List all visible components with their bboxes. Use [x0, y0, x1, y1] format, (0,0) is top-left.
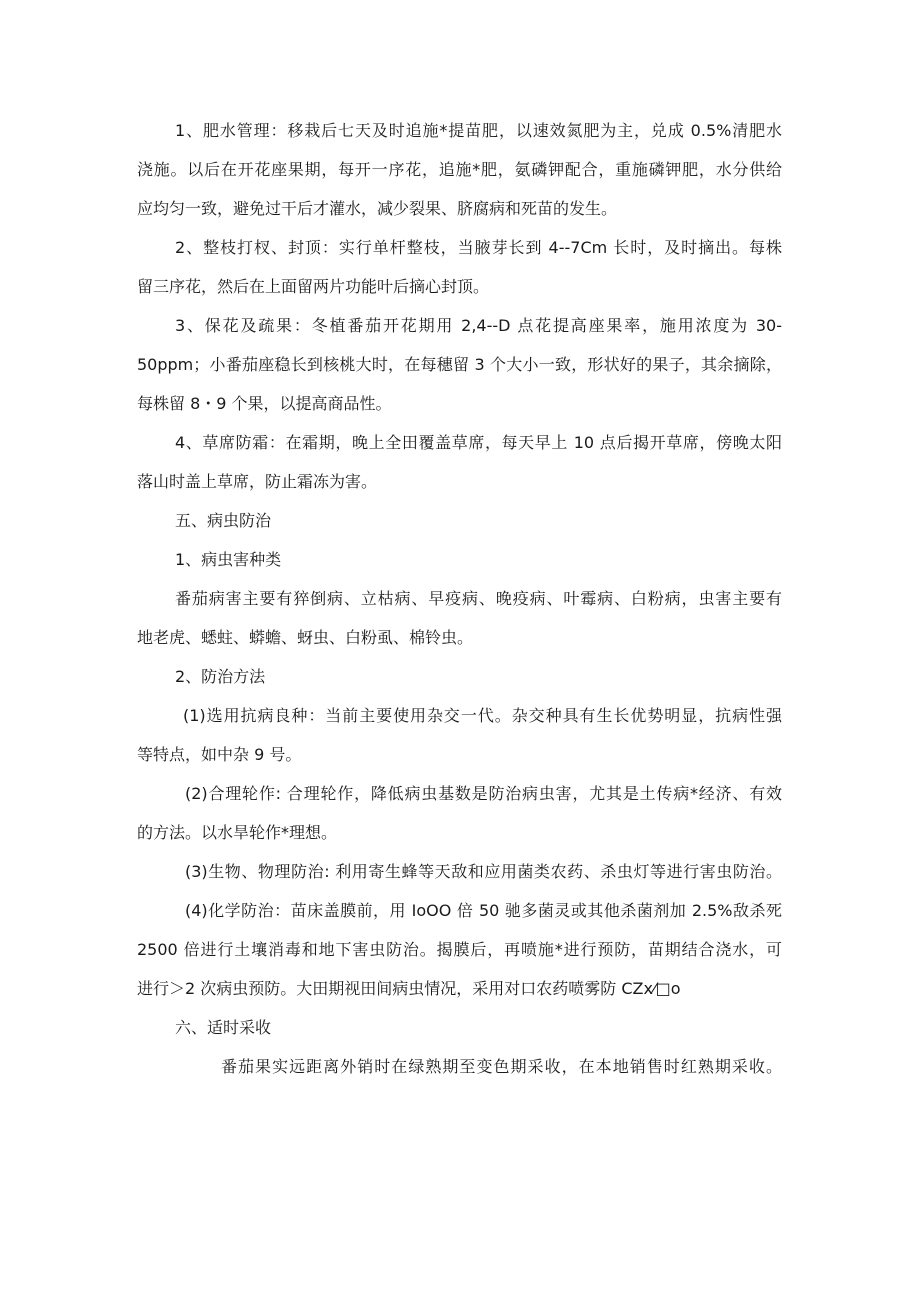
paragraph-line: 等特点，如中杂 9 号。	[137, 745, 302, 764]
paragraph-line: 50ppm；小番茄座稳长到核桃大时，在每穗留 3 个大小一致，形状好的果子，其余摘除，	[137, 355, 782, 374]
section-heading: 五、病虫防治	[175, 511, 272, 530]
paragraph-line: (3)生物、物理防治: 利用寄生蜂等天敌和应用菌类农药、杀虫灯等进行害虫防治。	[185, 862, 782, 881]
paragraph-line: (2)合理轮作: 合理轮作，降低病虫基数是防治病虫害，尤其是土传病*经济、有效	[185, 784, 782, 803]
paragraph-line: 的方法。以水旱轮作*理想。	[137, 823, 338, 842]
paragraph-line: 落山时盖上草席，防止霜冻为害。	[137, 472, 378, 491]
subsection-heading: 1、病虫害种类	[175, 550, 282, 569]
paragraph-line: 4、草席防霜：在霜期，晚上全田覆盖草席，每天早上 10 点后揭开草席，傍晚太阳	[175, 433, 782, 452]
section-heading: 六、适时采收	[175, 1018, 272, 1037]
paragraph-line: 番茄病害主要有猝倒病、立枯病、早疫病、晚疫病、叶霉病、白粉病，虫害主要有	[175, 589, 782, 608]
paragraph-line: 3、保花及疏果：冬植番茄开花期用 2,4--D 点花提高座果率，施用浓度为 30-	[175, 316, 782, 335]
paragraph-line: 番茄果实远距离外销时在绿熟期至变色期采收，在本地销售时红熟期采收。	[221, 1057, 782, 1076]
paragraph-line: 2500 倍进行土壤消毒和地下害虫防治。揭膜后，再喷施*进行预防，苗期结合浇水，可	[137, 940, 782, 959]
paragraph-line: (1)选用抗病良种：当前主要使用杂交一代。杂交种具有生长优势明显，抗病性强	[183, 706, 782, 725]
paragraph-line: 浇施。以后在开花座果期，每开一序花，追施*肥，氨磷钾配合，重施磷钾肥，水分供给	[137, 160, 782, 179]
paragraph-line: 每株留 8・9 个果，以提高商品性。	[137, 394, 392, 413]
paragraph-line: 应均匀一致，避免过干后才灌水，减少裂果、脐腐病和死苗的发生。	[137, 199, 618, 218]
paragraph-line: 进行＞2 次病虫预防。大田期视田间病虫情况，采用对口农药喷雾防 CZx⁄□o	[137, 979, 681, 998]
paragraph-line: 留三序花，然后在上面留两片功能叶后摘心封顶。	[137, 277, 490, 296]
paragraph-line: 2、整枝打杈、封顶：实行单杆整枝，当腋芽长到 4--7Cm 长时，及时摘出。每株	[175, 238, 782, 257]
subsection-heading: 2、防治方法	[175, 667, 266, 686]
paragraph-line: 1、肥水管理：移栽后七天及时追施*提苗肥，以速效氮肥为主，兑成 0.5%清肥水	[175, 121, 782, 140]
paragraph-line: 地老虎、蟋蛀、蟒蟾、蚜虫、白粉虱、棉铃虫。	[137, 628, 474, 647]
paragraph-line: (4)化学防治：苗床盖膜前，用 IoOO 倍 50 驰多菌灵或其他杀菌剂加 2.5%敌杀死	[185, 901, 782, 920]
